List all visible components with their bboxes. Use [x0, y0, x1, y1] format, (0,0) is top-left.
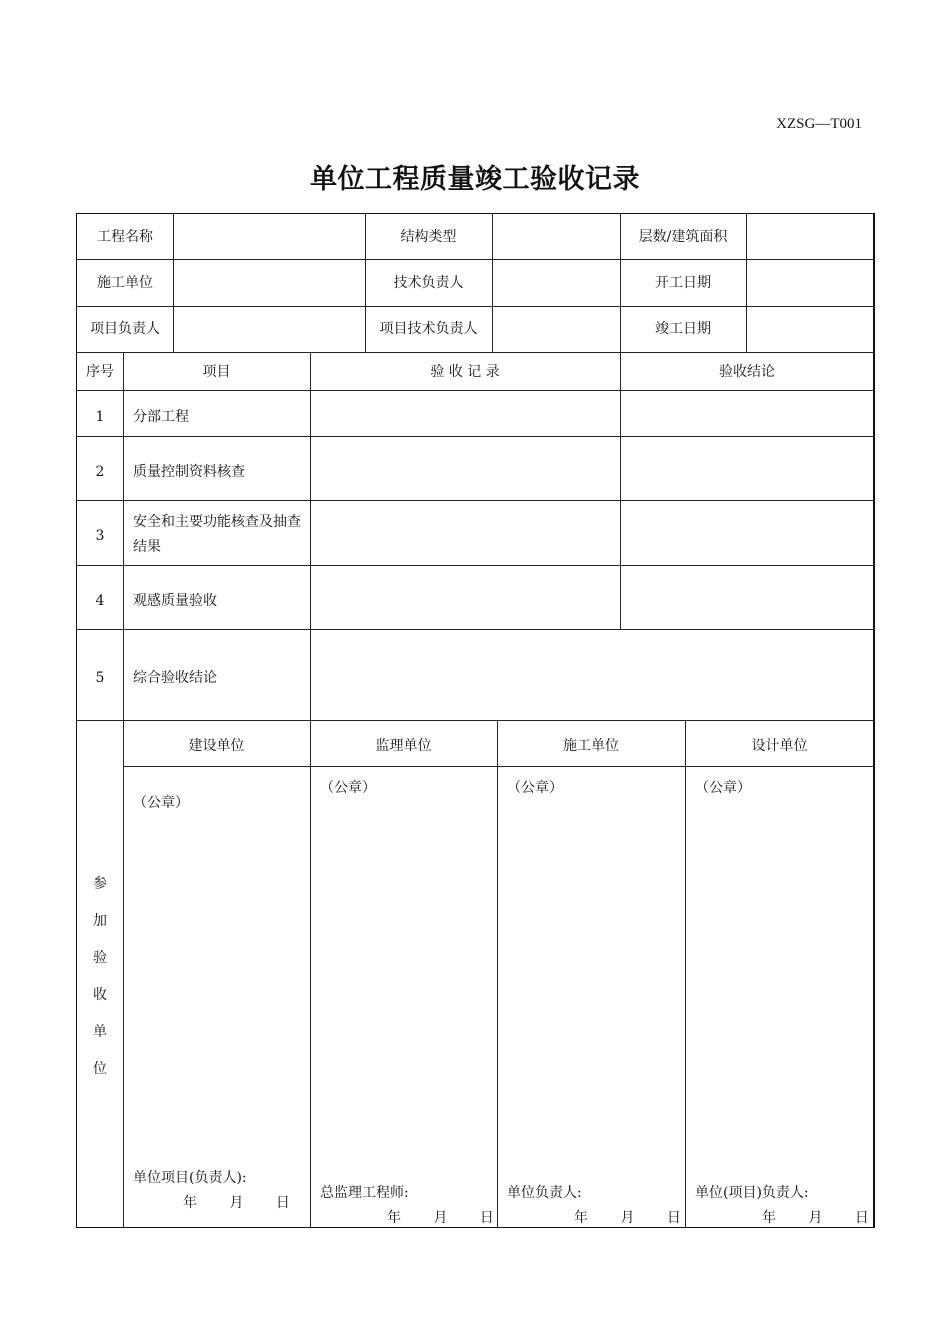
- grid-line: [123, 352, 124, 1228]
- participants-label: [77, 866, 123, 1088]
- label-start-date: 开工日期: [655, 275, 711, 291]
- unit-name-contractor: 施工单位: [563, 738, 619, 754]
- participants-label-char: 位: [93, 1061, 107, 1077]
- acceptance-form: [76, 213, 875, 1228]
- grid-line: [77, 720, 874, 721]
- grid-line: [77, 306, 874, 307]
- seal-contractor: （公章）: [507, 780, 563, 796]
- grid-line: [492, 214, 493, 352]
- date-contractor: 年 月 日: [574, 1210, 681, 1226]
- participants-label-char: 参: [93, 876, 107, 892]
- grid-line: [173, 214, 174, 352]
- label-project-tech-lead: 项目技术负责人: [379, 321, 478, 337]
- row-no: 1: [95, 409, 105, 425]
- grid-line: [77, 565, 874, 566]
- participants-label-char: 加: [93, 913, 107, 929]
- grid-line: [685, 720, 686, 1228]
- unit-name-supervisor: 监理单位: [375, 738, 432, 754]
- date-designer: 年 月 日: [762, 1210, 869, 1226]
- seal-owner: （公章）: [133, 795, 189, 811]
- row-item: 分部工程: [133, 409, 189, 425]
- participants-label-char: 单: [93, 1024, 107, 1040]
- grid-line: [77, 259, 874, 260]
- grid-line: [77, 390, 874, 391]
- grid-line: [310, 352, 311, 1228]
- date-owner: 年 月 日: [183, 1195, 290, 1211]
- signer-owner: 单位项目(负责人):: [133, 1170, 247, 1186]
- grid-line: [497, 720, 498, 1228]
- grid-line: [77, 436, 874, 437]
- row-item: 安全和主要功能核查及抽查结果: [133, 514, 301, 555]
- row-item: 质量控制资料核查: [133, 464, 245, 480]
- participants-label-char: 收: [93, 987, 107, 1003]
- label-project-name: 工程名称: [97, 229, 153, 245]
- row-no: 3: [95, 528, 105, 544]
- row-no: 2: [95, 464, 105, 480]
- unit-name-designer: 设计单位: [751, 738, 808, 754]
- page-title: 单位工程质量竣工验收记录: [310, 164, 640, 195]
- grid-line: [123, 766, 874, 767]
- seal-supervisor: （公章）: [320, 780, 376, 796]
- grid-line: [77, 500, 874, 501]
- signer-supervisor: 总监理工程师:: [320, 1185, 409, 1201]
- doc-code: XZSG—T001: [776, 116, 862, 132]
- label-structure-type: 结构类型: [400, 229, 457, 245]
- label-construction-unit: 施工单位: [97, 275, 153, 291]
- grid-line: [746, 214, 747, 352]
- col-header-item: 项目: [202, 364, 231, 380]
- row-item: 综合验收结论: [133, 670, 217, 686]
- participants-label-char: 验: [93, 950, 107, 966]
- row-no: 4: [95, 593, 105, 609]
- unit-name-owner: 建设单位: [188, 738, 245, 754]
- col-header-no: 序号: [86, 364, 114, 380]
- label-completion-date: 竣工日期: [655, 321, 711, 337]
- signer-designer: 单位(项目)负责人:: [695, 1185, 809, 1201]
- col-header-conclusion: 验收结论: [719, 364, 775, 380]
- date-supervisor: 年 月 日: [387, 1210, 494, 1226]
- col-header-record: 验 收 记 录: [430, 364, 500, 380]
- grid-line: [77, 352, 874, 353]
- label-tech-lead: 技术负责人: [393, 275, 464, 291]
- row-no: 5: [95, 670, 105, 686]
- signer-contractor: 单位负责人:: [507, 1185, 582, 1201]
- grid-line: [620, 352, 621, 629]
- label-project-lead: 项目负责人: [90, 321, 160, 337]
- label-floors-area: 层数/建筑面积: [638, 229, 728, 245]
- seal-designer: （公章）: [695, 780, 751, 796]
- grid-line: [77, 629, 874, 630]
- row-item: 观感质量验收: [133, 593, 217, 609]
